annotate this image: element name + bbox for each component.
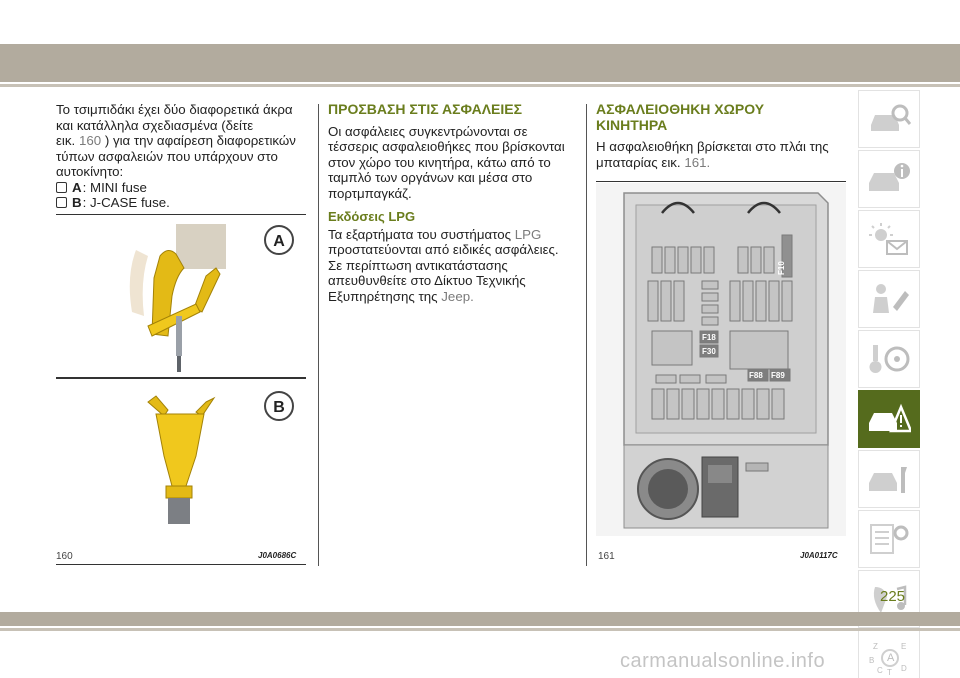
engine-fusebox-figure (596, 183, 846, 536)
fuse-label-f18: F18 (702, 333, 716, 342)
para-line: πορτμπαγκάζ. (328, 185, 412, 201)
svg-text:T: T (887, 668, 892, 677)
ref-prefix: μπαταρίας εικ. (596, 154, 681, 170)
column-divider (586, 104, 587, 566)
car-wrench-icon (867, 461, 911, 497)
para-line (596, 155, 846, 171)
car-warning-triangle-icon (867, 401, 911, 437)
engine-fusebox-paragraph (596, 139, 846, 170)
section-heading-fuse-access: ΠΡΟΣΒΑΣΗ ΣΤΙΣ ΑΣΦΑΛΕΙΕΣ (328, 101, 523, 117)
column-divider (318, 104, 319, 566)
ref-prefix: εικ. (56, 133, 76, 148)
brand-name: Jeep. (441, 288, 474, 304)
sidebar-item-car-search[interactable] (858, 90, 920, 148)
sidebar-item-servicing[interactable] (858, 450, 920, 508)
intro-line: τύπων ασφαλειών που υπάρχουν στο (56, 148, 278, 164)
lpg-paragraph (328, 227, 573, 305)
checkbox-bullet-icon (56, 182, 67, 193)
car-search-icon (867, 101, 911, 137)
item-text: : J-CASE fuse. (82, 195, 170, 210)
figure-number-160: 160 (56, 551, 73, 562)
intro-line: αυτοκίνητο: (56, 164, 124, 179)
spec-list-gear-icon (867, 521, 911, 557)
para-line: Οι ασφάλειες συγκεντρώνονται σε (328, 123, 528, 139)
list-item-a (56, 180, 306, 196)
section-heading-engine-fusebox (596, 102, 846, 133)
item-text: : MINI fuse (82, 179, 147, 195)
fuse-label-f88: F88 (749, 371, 763, 380)
top-rule (0, 84, 960, 87)
figure-top-rule (596, 181, 846, 182)
svg-text:A: A (887, 652, 895, 664)
svg-text:B: B (869, 656, 875, 665)
item-key: B (72, 195, 82, 210)
figure-ref-160[interactable]: 160 (78, 133, 102, 148)
figure-ref-161[interactable]: 161. (684, 154, 711, 170)
label-b: B (273, 399, 285, 416)
para-line: Η ασφαλειοθήκη βρίσκεται στο πλάι της (596, 139, 829, 154)
list-item-b (56, 195, 306, 211)
airbag-person-icon (867, 281, 911, 317)
para-line (328, 289, 573, 305)
figure-code-160: J0A0686C (258, 551, 297, 560)
figure-number-161: 161 (598, 551, 615, 562)
subheading-lpg: Εκδόσεις LPG (328, 209, 416, 224)
item-key: A (72, 179, 82, 195)
para-line: ταμπλό των οργάνων και μέσα στο (328, 170, 533, 185)
svg-text:E: E (901, 642, 907, 651)
sidebar-item-starting-driving[interactable] (858, 330, 920, 388)
label-a: A (273, 233, 285, 250)
watermark: carmanualsonline.info (620, 650, 826, 672)
lpg-last-prefix: Εξυπηρέτησης της (328, 288, 438, 304)
para-line: προστατεύονται από ειδικές ασφάλειες. (328, 242, 559, 257)
heading-line: ΑΣΦΑΛΕΙΟΘΗΚΗ ΧΩΡΟΥ (596, 101, 765, 117)
svg-text:Z: Z (873, 642, 878, 651)
intro-line: και κατάλληλα σχεδιασμένα (δείτε (56, 117, 254, 133)
ref-suffix: ) για την αφαίρεση διαφορετικών (104, 133, 296, 148)
fuse-label-f10: F10 (777, 261, 786, 275)
figure-code-161: J0A0117C (800, 551, 838, 560)
bottom-rule (0, 628, 960, 631)
lpg-prefix: Τα εξαρτήματα του συστήματος (328, 226, 512, 242)
bottom-band (0, 612, 960, 626)
figure-bottom-rule (56, 564, 306, 565)
fuse-puller-b-photo (148, 392, 293, 524)
svg-text:D: D (901, 664, 907, 673)
key-steering-wheel-icon (867, 341, 911, 377)
intro-ref-line (56, 133, 306, 149)
right-column (596, 102, 846, 170)
sidebar-item-technical-data[interactable] (858, 510, 920, 568)
para-line: Σε περίπτωση αντικατάστασης (328, 257, 508, 273)
para-line: τέσσερις ασφαλειοθήκες που βρίσκονται (328, 139, 565, 154)
sidebar-item-emergency[interactable] (858, 390, 920, 448)
left-column (56, 102, 306, 211)
svg-text:C: C (877, 666, 883, 675)
car-info-icon (867, 161, 911, 197)
page-number: 225 (880, 588, 906, 605)
lpg-term: LPG (514, 226, 542, 242)
figure-top-rule (56, 214, 306, 215)
sidebar-item-warning-lights[interactable] (858, 210, 920, 268)
fuse-label-f30: F30 (702, 347, 716, 356)
top-band (0, 44, 960, 82)
fuse-label-f89: F89 (771, 371, 785, 380)
heading-line: ΚΙΝΗΤΗΡΑ (596, 116, 668, 133)
sidebar-item-index[interactable] (858, 630, 920, 678)
para-line: στον χώρο του κινητήρα, κάτω από το (328, 154, 551, 170)
fuse-puller-figure (56, 216, 306, 536)
intro-line: Το τσιμπιδάκι έχει δύο διαφορετικά άκρα (56, 102, 293, 117)
warning-light-mail-icon (867, 221, 911, 257)
alphabet-index-icon (867, 639, 911, 678)
fuse-access-paragraph (328, 124, 573, 202)
para-line (328, 227, 573, 243)
middle-column (328, 102, 573, 304)
sidebar-item-car-info[interactable] (858, 150, 920, 208)
checkbox-bullet-icon (56, 197, 67, 208)
para-line: απευθυνθείτε στο Δίκτυο Τεχνικής (328, 273, 526, 288)
fuse-puller-a-photo (130, 224, 293, 372)
sidebar-item-safety[interactable] (858, 270, 920, 328)
